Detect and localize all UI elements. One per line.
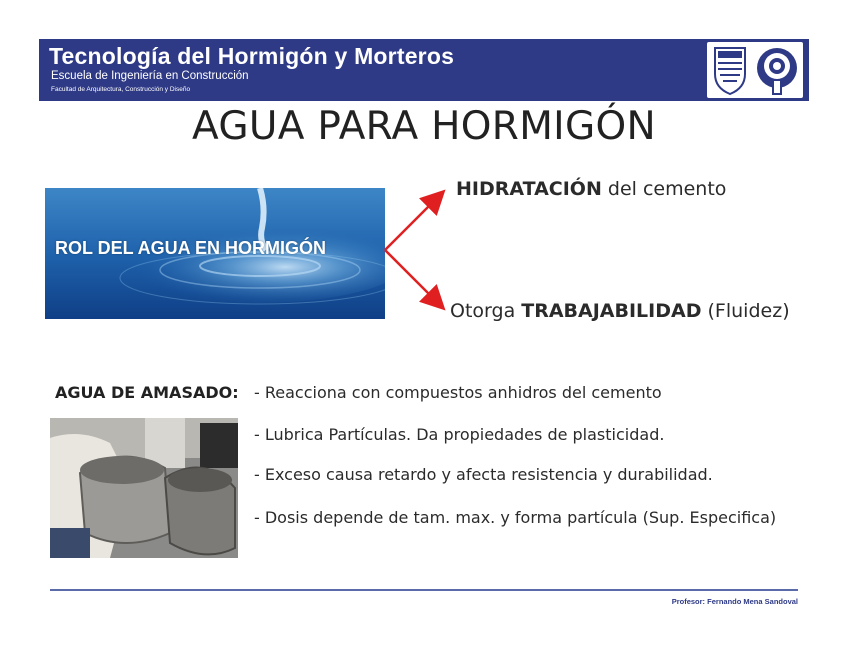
otorga-prefix: Otorga (450, 300, 522, 322)
course-title: Tecnología del Hormigón y Morteros (49, 43, 455, 69)
footer-divider (50, 589, 798, 591)
otorga-text (450, 300, 790, 322)
professor-credit: Profesor: Fernando Mena Sandoval (671, 597, 798, 606)
bullet-item: - Exceso causa retardo y afecta resistencia y durabilidad. (254, 465, 713, 484)
water-splash-image (45, 188, 385, 319)
otorga-suffix: (Fluidez) (701, 300, 790, 322)
bullet-item: - Lubrica Partículas. Da propiedades de plasticidad. (254, 425, 665, 444)
arrow-up-icon (385, 193, 442, 250)
university-logos (707, 42, 803, 98)
red-arrows (380, 185, 450, 315)
slide-header (39, 39, 809, 101)
hidratacion-rest: del cemento (601, 178, 727, 200)
hidratacion-text (456, 178, 726, 200)
rol-agua-label: ROL DEL AGUA EN HORMIGÓN (55, 238, 327, 258)
hidratacion-bold: HIDRATACIÓN (456, 178, 602, 200)
arrow-down-icon (385, 250, 442, 307)
bullet-item: - Dosis depende de tam. max. y forma partícula (Sup. Especifica) (254, 508, 777, 527)
slide-title: AGUA PARA HORMIGÓN (192, 104, 656, 149)
school-name: Escuela de Ingeniería en Construcción (51, 70, 249, 82)
agua-amasado-label: AGUA DE AMASADO: (55, 383, 239, 402)
university-shield-icon (707, 42, 803, 98)
worker-bucket-icon (50, 418, 238, 558)
bullet-item: - Reacciona con compuestos anhidros del cemento (254, 383, 662, 402)
otorga-bold: TRABAJABILIDAD (521, 300, 702, 322)
faculty-name: Facultad de Arquitectura, Construcción y Diseño (51, 86, 191, 93)
worker-photo (50, 418, 238, 558)
